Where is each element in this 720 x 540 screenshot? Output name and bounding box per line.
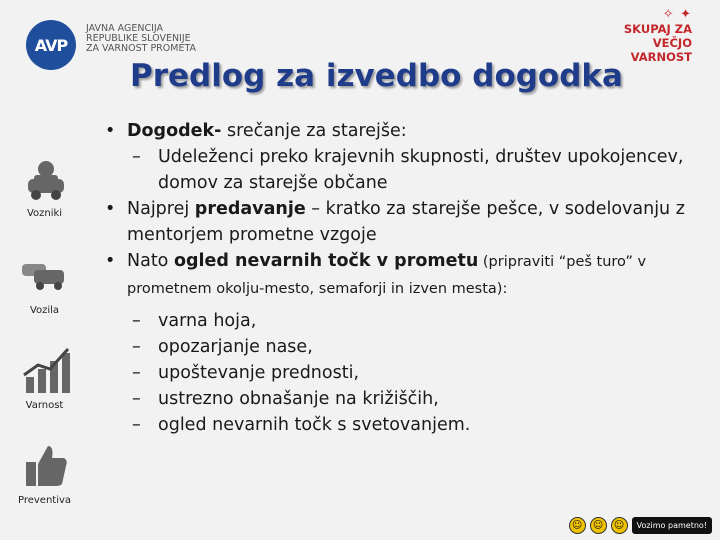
agency-line: JAVNA AGENCIJA — [86, 23, 164, 34]
car-icon — [20, 155, 72, 207]
list-item: – upoštevanje prednosti, — [100, 360, 700, 386]
smiley-icon: ☺ — [590, 517, 607, 534]
bullet-text: srečanje za starejše: — [221, 121, 407, 141]
brand-line1: SKUPAJ ZA — [623, 22, 692, 36]
bullet-bold: predavanje — [194, 199, 306, 219]
thumbs-up-icon — [20, 440, 72, 492]
footer-badges — [569, 517, 712, 534]
slogan-badge: Vozimo pametno! — [632, 517, 712, 534]
sidebar-label-vozila: Vozila — [29, 305, 60, 316]
bullet-lead: Dogodek- — [127, 121, 222, 141]
bullet-bold: ogled nevarnih točk v prometu — [173, 251, 479, 271]
list-item: – ogled nevarnih točk s svetovanjem. — [100, 412, 700, 438]
sidebar-label-preventiva: Preventiva — [17, 495, 72, 506]
bullet-small: (pripraviti “peš turo” v prometnem okolju-mesto, semaforji in izven mesta): — [127, 254, 647, 297]
list-item: – varna hoja, — [100, 308, 700, 334]
page-title: Predlog za izvedbo dogodka — [130, 58, 623, 94]
brand-line2: VEČJO VARNOST — [630, 36, 692, 64]
sidebar-label-vozniki: Vozniki — [26, 208, 63, 219]
brand-logo — [606, 8, 692, 64]
cars-icon — [20, 250, 72, 302]
smiley-icon: ☺ — [611, 517, 628, 534]
bullet-rest: – kratko za starejše pešce, v sodelovanju z mentorjem prometne vzgoje — [127, 199, 685, 245]
bullet-event — [100, 118, 700, 144]
list-item: – ustrezno obnašanje na križiščih, — [100, 386, 700, 412]
agency-line: ZA VARNOST PROMETA — [86, 43, 197, 54]
sparkle-icon: ✧ ✦ — [662, 7, 692, 22]
sidebar-label-varnost: Varnost — [25, 400, 64, 411]
main-content — [100, 118, 700, 438]
smiley-icon: ☺ — [569, 517, 586, 534]
bullet-lecture — [100, 196, 700, 248]
sub-bullet-participants: – Udeleženci preko krajevnih skupnosti, društev upokojencev, domov za starejše občane — [100, 144, 700, 196]
bullet-tour — [100, 248, 700, 302]
sidebar — [0, 0, 95, 540]
agency-logo: AVP — [26, 20, 76, 70]
bullet-pre: Najprej — [127, 199, 195, 219]
agency-line: REPUBLIKE SLOVENIJE — [86, 33, 191, 44]
bullet-pre: Nato — [127, 251, 174, 271]
chart-icon — [20, 345, 72, 397]
agency-name — [86, 24, 196, 54]
list-item: – opozarjanje nase, — [100, 334, 700, 360]
